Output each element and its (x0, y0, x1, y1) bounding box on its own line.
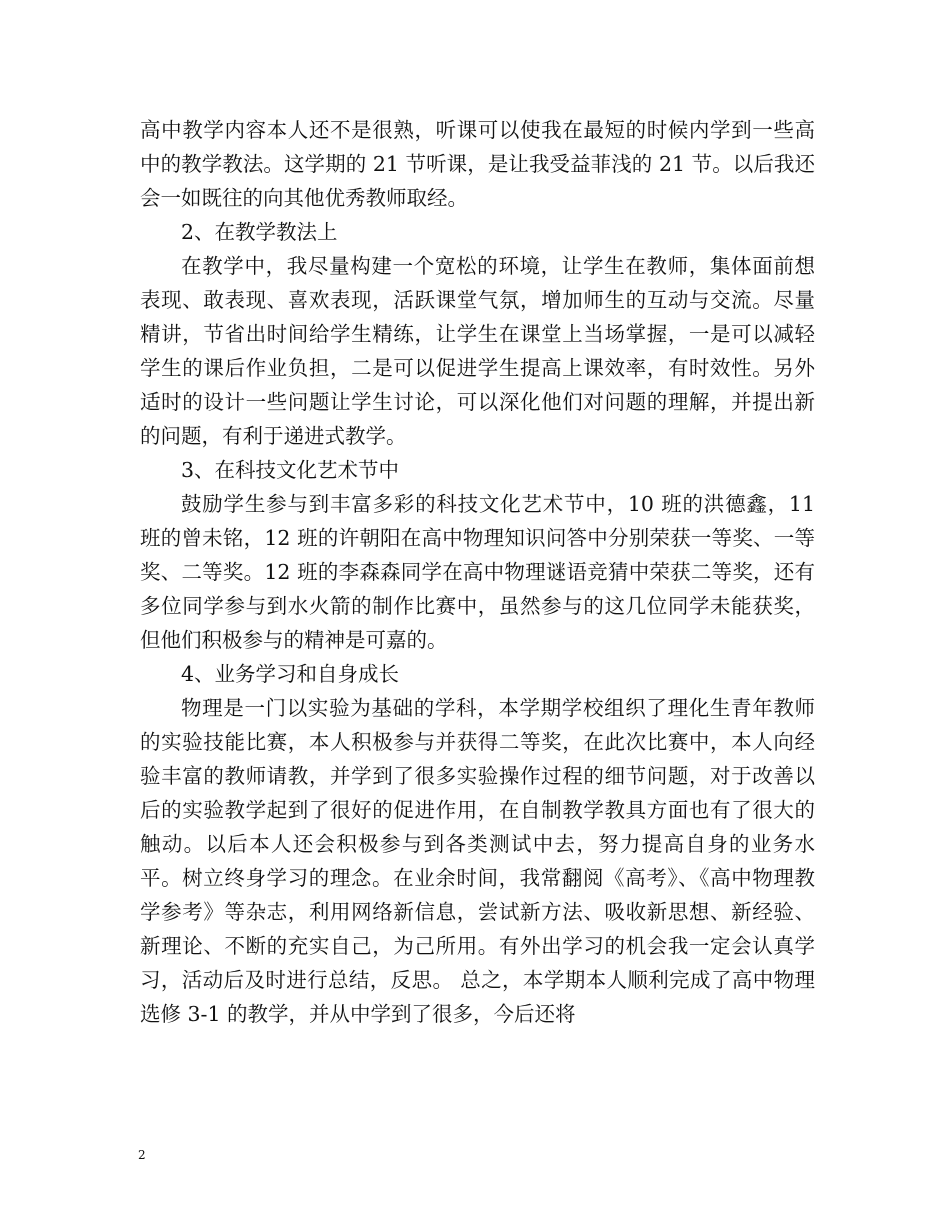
page-number: 2 (138, 1148, 146, 1162)
paragraph-continuation: 高中教学内容本人还不是很熟，听课可以使我在最短的时候内学到一些高中的教学教法。这学期的 21 节听课，是让我受益菲浅的 21 节。以后我还会一如既往的向其他优秀教师取经。 (140, 118, 815, 210)
paragraph-teaching-methods: 在教学中，我尽量构建一个宽松的环境，让学生在教师，集体面前想表现、敢表现、喜欢表现，活跃课堂气氛，增加师生的互动与交流。尽量精讲，节省出时间给学生精练，让学生在课堂上当场掌握，一是可以减轻学生的课后作业负担，二是可以促进学生提高上课效率，有时效性。另外适时的设计一些问题让学生讨论，可以深化他们对问题的理解，并提出新的问题，有利于递进式教学。 (140, 254, 815, 448)
section-heading-science-festival: 3、在科技文化艺术节中 (181, 458, 400, 482)
section-heading-teaching-methods: 2、在教学教法上 (181, 220, 338, 244)
document-body (140, 113, 815, 1031)
paragraph-professional-growth: 物理是一门以实验为基础的学科，本学期学校组织了理化生青年教师的实验技能比赛，本人积极参与并获得二等奖，在此次比赛中，本人向经验丰富的教师请教，并学到了很多实验操作过程的细节问题，对于改善以后的实验教学起到了很好的促进作用，在自制教学教具方面也有了很大的触动。以后本人还会积极参与到各类测试中去，努力提高自身的业务水平。树立终身学习的理念。在业余时间，我常翻阅《高考》、《高中物理教学参考》等杂志，利用网络新信息，尝试新方法、吸收新思想、新经验、新理论、不断的充实自己，为己所用。有外出学习的机会我一定会认真学习，活动后及时进行总结，反思。 总之，本学期本人顺利完成了高中物理选修 3-1 的教学，并从中学到了很多，今后还将 (140, 696, 815, 1026)
paragraph-science-festival: 鼓励学生参与到丰富多彩的科技文化艺术节中，10 班的洪德鑫，11 班的曾未铭，12 班的许朝阳在高中物理知识问答中分别荣获一等奖、一等奖、二等奖。12 班的李森森同学在高中物理谜语竞猜中荣获二等奖，还有多位同学参与到水火箭的制作比赛中，虽然参与的这几位同学未能获奖，但他们积极参与的精神是可嘉的。 (140, 492, 815, 652)
section-heading-professional-growth: 4、业务学习和自身成长 (181, 662, 400, 686)
